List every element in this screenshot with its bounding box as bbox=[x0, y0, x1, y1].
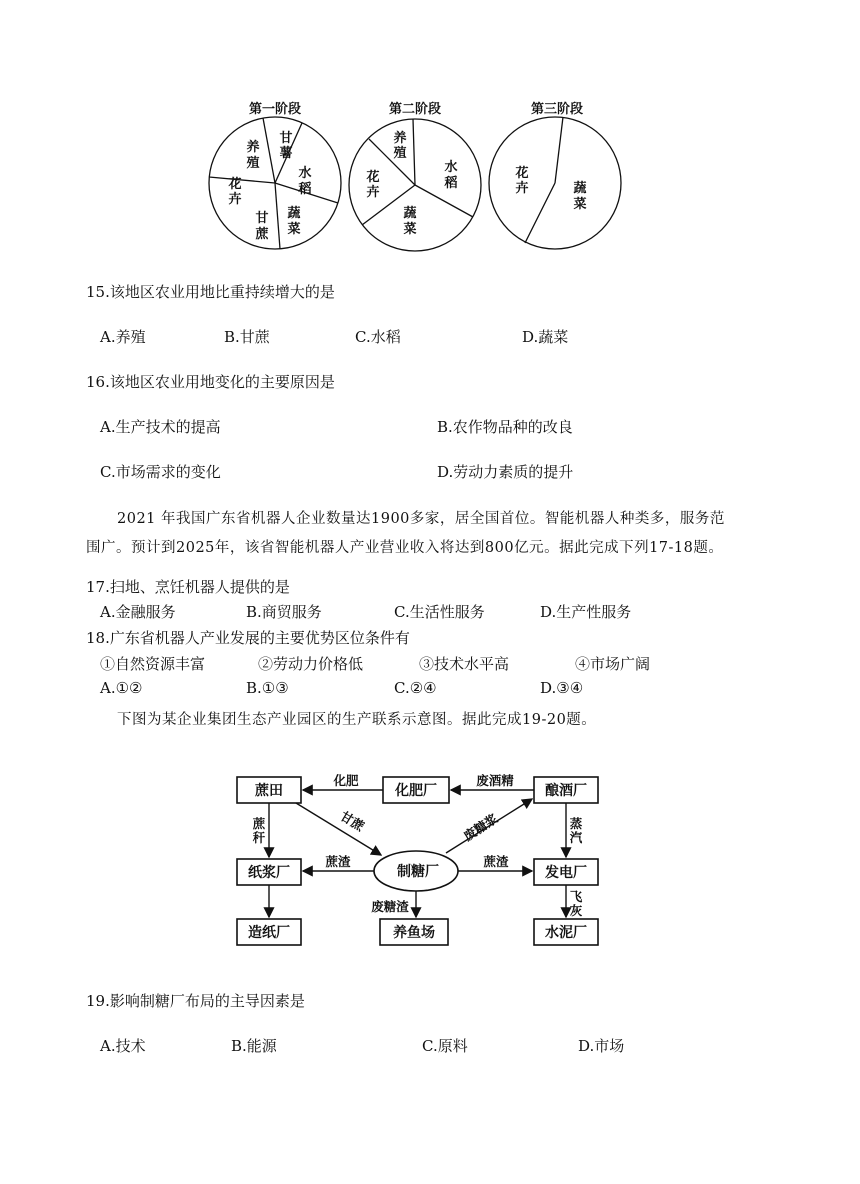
stage2-label-breeding-a: 养 bbox=[393, 131, 407, 146]
stage3-label-flower-b: 卉 bbox=[515, 181, 529, 196]
stage1-label-sweetpotato-b: 薯 bbox=[279, 146, 293, 161]
industrial-park-flow-diagram bbox=[228, 765, 608, 955]
q18-option-a[interactable]: A.①② bbox=[100, 679, 143, 697]
stage1-label-breeding-a: 养 bbox=[246, 140, 260, 155]
stage1-label-cane-a: 甘 bbox=[255, 211, 269, 226]
stage1-label-flower-a: 花 bbox=[228, 177, 242, 192]
q16-option-a[interactable]: A.生产技术的提高 bbox=[100, 418, 221, 436]
q17-option-c[interactable]: C.生活性服务 bbox=[394, 603, 485, 621]
stage3-label-veg-b: 菜 bbox=[573, 197, 587, 212]
stage1-label-veg-a: 蔬 bbox=[287, 206, 301, 221]
edge-label-steam-a: 蒸 bbox=[569, 816, 583, 831]
q18-option-b[interactable]: B.①③ bbox=[246, 679, 289, 697]
q17-option-b[interactable]: B.商贸服务 bbox=[246, 603, 322, 621]
stage2-label-rice-b: 稻 bbox=[444, 176, 458, 191]
q19-option-c[interactable]: C.原料 bbox=[422, 1037, 468, 1055]
q18-option-d[interactable]: D.③④ bbox=[540, 679, 584, 697]
stage2-label-flower-b: 卉 bbox=[366, 185, 380, 200]
q16-option-c[interactable]: C.市场需求的变化 bbox=[100, 463, 221, 481]
stage1-label-breeding-b: 殖 bbox=[246, 156, 260, 171]
node-sugar-mill: 制糖厂 bbox=[397, 864, 439, 880]
node-power-plant: 发电厂 bbox=[545, 865, 587, 881]
q19-option-b[interactable]: B.能源 bbox=[231, 1037, 277, 1055]
edge-label-waste-distillate: 废酒精 bbox=[476, 773, 514, 788]
stage1-label-sweetpotato-a: 甘 bbox=[279, 131, 293, 146]
stage1-label-rice-a: 水 bbox=[298, 166, 312, 181]
q17-option-d[interactable]: D.生产性服务 bbox=[540, 603, 632, 621]
stage2-label-rice-a: 水 bbox=[444, 160, 458, 175]
q19-option-d[interactable]: D.市场 bbox=[578, 1037, 625, 1055]
stage3-label-veg-a: 蔬 bbox=[573, 181, 587, 196]
stage1-label-flower-b: 卉 bbox=[228, 192, 242, 207]
passage2: 下图为某企业集团生态产业园区的生产联系示意图。据此完成19-20题。 bbox=[117, 712, 597, 728]
q16-option-b[interactable]: B.农作物品种的改良 bbox=[437, 418, 573, 436]
edge-label-cane-stalk-b: 秆 bbox=[252, 830, 266, 845]
q18-option-c[interactable]: C.②④ bbox=[394, 679, 437, 697]
edge-label-waste-residue: 废糖渣 bbox=[371, 899, 409, 914]
land-use-pie-figure bbox=[195, 95, 635, 255]
edge-label-sugarcane: 甘蔗 bbox=[337, 808, 367, 835]
stage3-pie bbox=[489, 117, 621, 249]
stage3-label-flower-a: 花 bbox=[515, 166, 529, 181]
passage1-line1: 2021 年我国广东省机器人企业数量达1900多家，居全国首位。智能机器人种类多，服务范 bbox=[117, 511, 725, 527]
q15-option-c[interactable]: C.水稻 bbox=[355, 328, 401, 346]
q16-stem: 16.该地区农业用地变化的主要原因是 bbox=[86, 373, 335, 391]
node-cement-plant: 水泥厂 bbox=[545, 925, 587, 941]
passage1-line2: 围广。预计到2025年，该省智能机器人产业营业收入将达到800亿元。据此完成下列17-18题。 bbox=[86, 540, 724, 556]
q19-option-a[interactable]: A.技术 bbox=[100, 1037, 146, 1055]
stage1-label-veg-b: 菜 bbox=[287, 222, 301, 237]
q15-option-d[interactable]: D.蔬菜 bbox=[522, 328, 569, 346]
q17-option-a[interactable]: A.金融服务 bbox=[100, 603, 176, 621]
stage2-label-flower-a: 花 bbox=[366, 170, 380, 185]
q18-condition-3: ③技术水平高 bbox=[419, 655, 510, 673]
q18-condition-4: ④市场广阔 bbox=[575, 655, 651, 673]
q15-option-b[interactable]: B.甘蔗 bbox=[224, 328, 270, 346]
stage2-label-breeding-b: 殖 bbox=[393, 146, 407, 161]
node-pulp-mill: 纸浆厂 bbox=[248, 865, 290, 881]
q15-stem: 15.该地区农业用地比重持续增大的是 bbox=[86, 283, 335, 301]
node-fish-farm: 养鱼场 bbox=[393, 925, 435, 941]
edge-sugarcane-arrow bbox=[296, 803, 381, 855]
node-fertilizer-plant: 化肥厂 bbox=[395, 783, 437, 799]
edge-label-fly-ash-b: 灰 bbox=[569, 903, 583, 918]
q15-option-a[interactable]: A.养殖 bbox=[100, 328, 146, 346]
stage2-title: 第二阶段 bbox=[388, 102, 442, 117]
edge-label-steam-b: 汽 bbox=[569, 830, 583, 845]
stage1-title: 第一阶段 bbox=[248, 102, 302, 117]
q18-condition-1: ①自然资源丰富 bbox=[100, 655, 206, 673]
edge-label-bagasse-left: 蔗渣 bbox=[325, 854, 351, 869]
q16-option-d[interactable]: D.劳动力素质的提升 bbox=[437, 463, 574, 481]
q19-stem: 19.影响制糖厂布局的主导因素是 bbox=[86, 992, 305, 1010]
node-cane-field: 蔗田 bbox=[255, 783, 283, 799]
q17-stem: 17.扫地、烹饪机器人提供的是 bbox=[86, 578, 290, 596]
q18-stem: 18.广东省机器人产业发展的主要优势区位条件有 bbox=[86, 629, 410, 647]
node-winery: 酿酒厂 bbox=[545, 783, 587, 799]
edge-label-fly-ash-a: 飞 bbox=[569, 889, 583, 904]
stage1-label-cane-b: 蔗 bbox=[255, 227, 269, 242]
q18-condition-2: ②劳动力价格低 bbox=[258, 655, 364, 673]
stage2-label-veg-a: 蔬 bbox=[403, 206, 417, 221]
edge-label-cane-stalk-a: 蔗 bbox=[252, 816, 266, 831]
stage2-label-veg-b: 菜 bbox=[403, 222, 417, 237]
stage3-title: 第三阶段 bbox=[530, 102, 584, 117]
node-paper-mill: 造纸厂 bbox=[248, 925, 290, 941]
edge-label-bagasse-right: 蔗渣 bbox=[483, 854, 509, 869]
edge-label-molasses: 废糖浆 bbox=[460, 810, 501, 844]
edge-label-fertilizer: 化肥 bbox=[333, 773, 359, 788]
stage1-label-rice-b: 稻 bbox=[298, 182, 312, 197]
